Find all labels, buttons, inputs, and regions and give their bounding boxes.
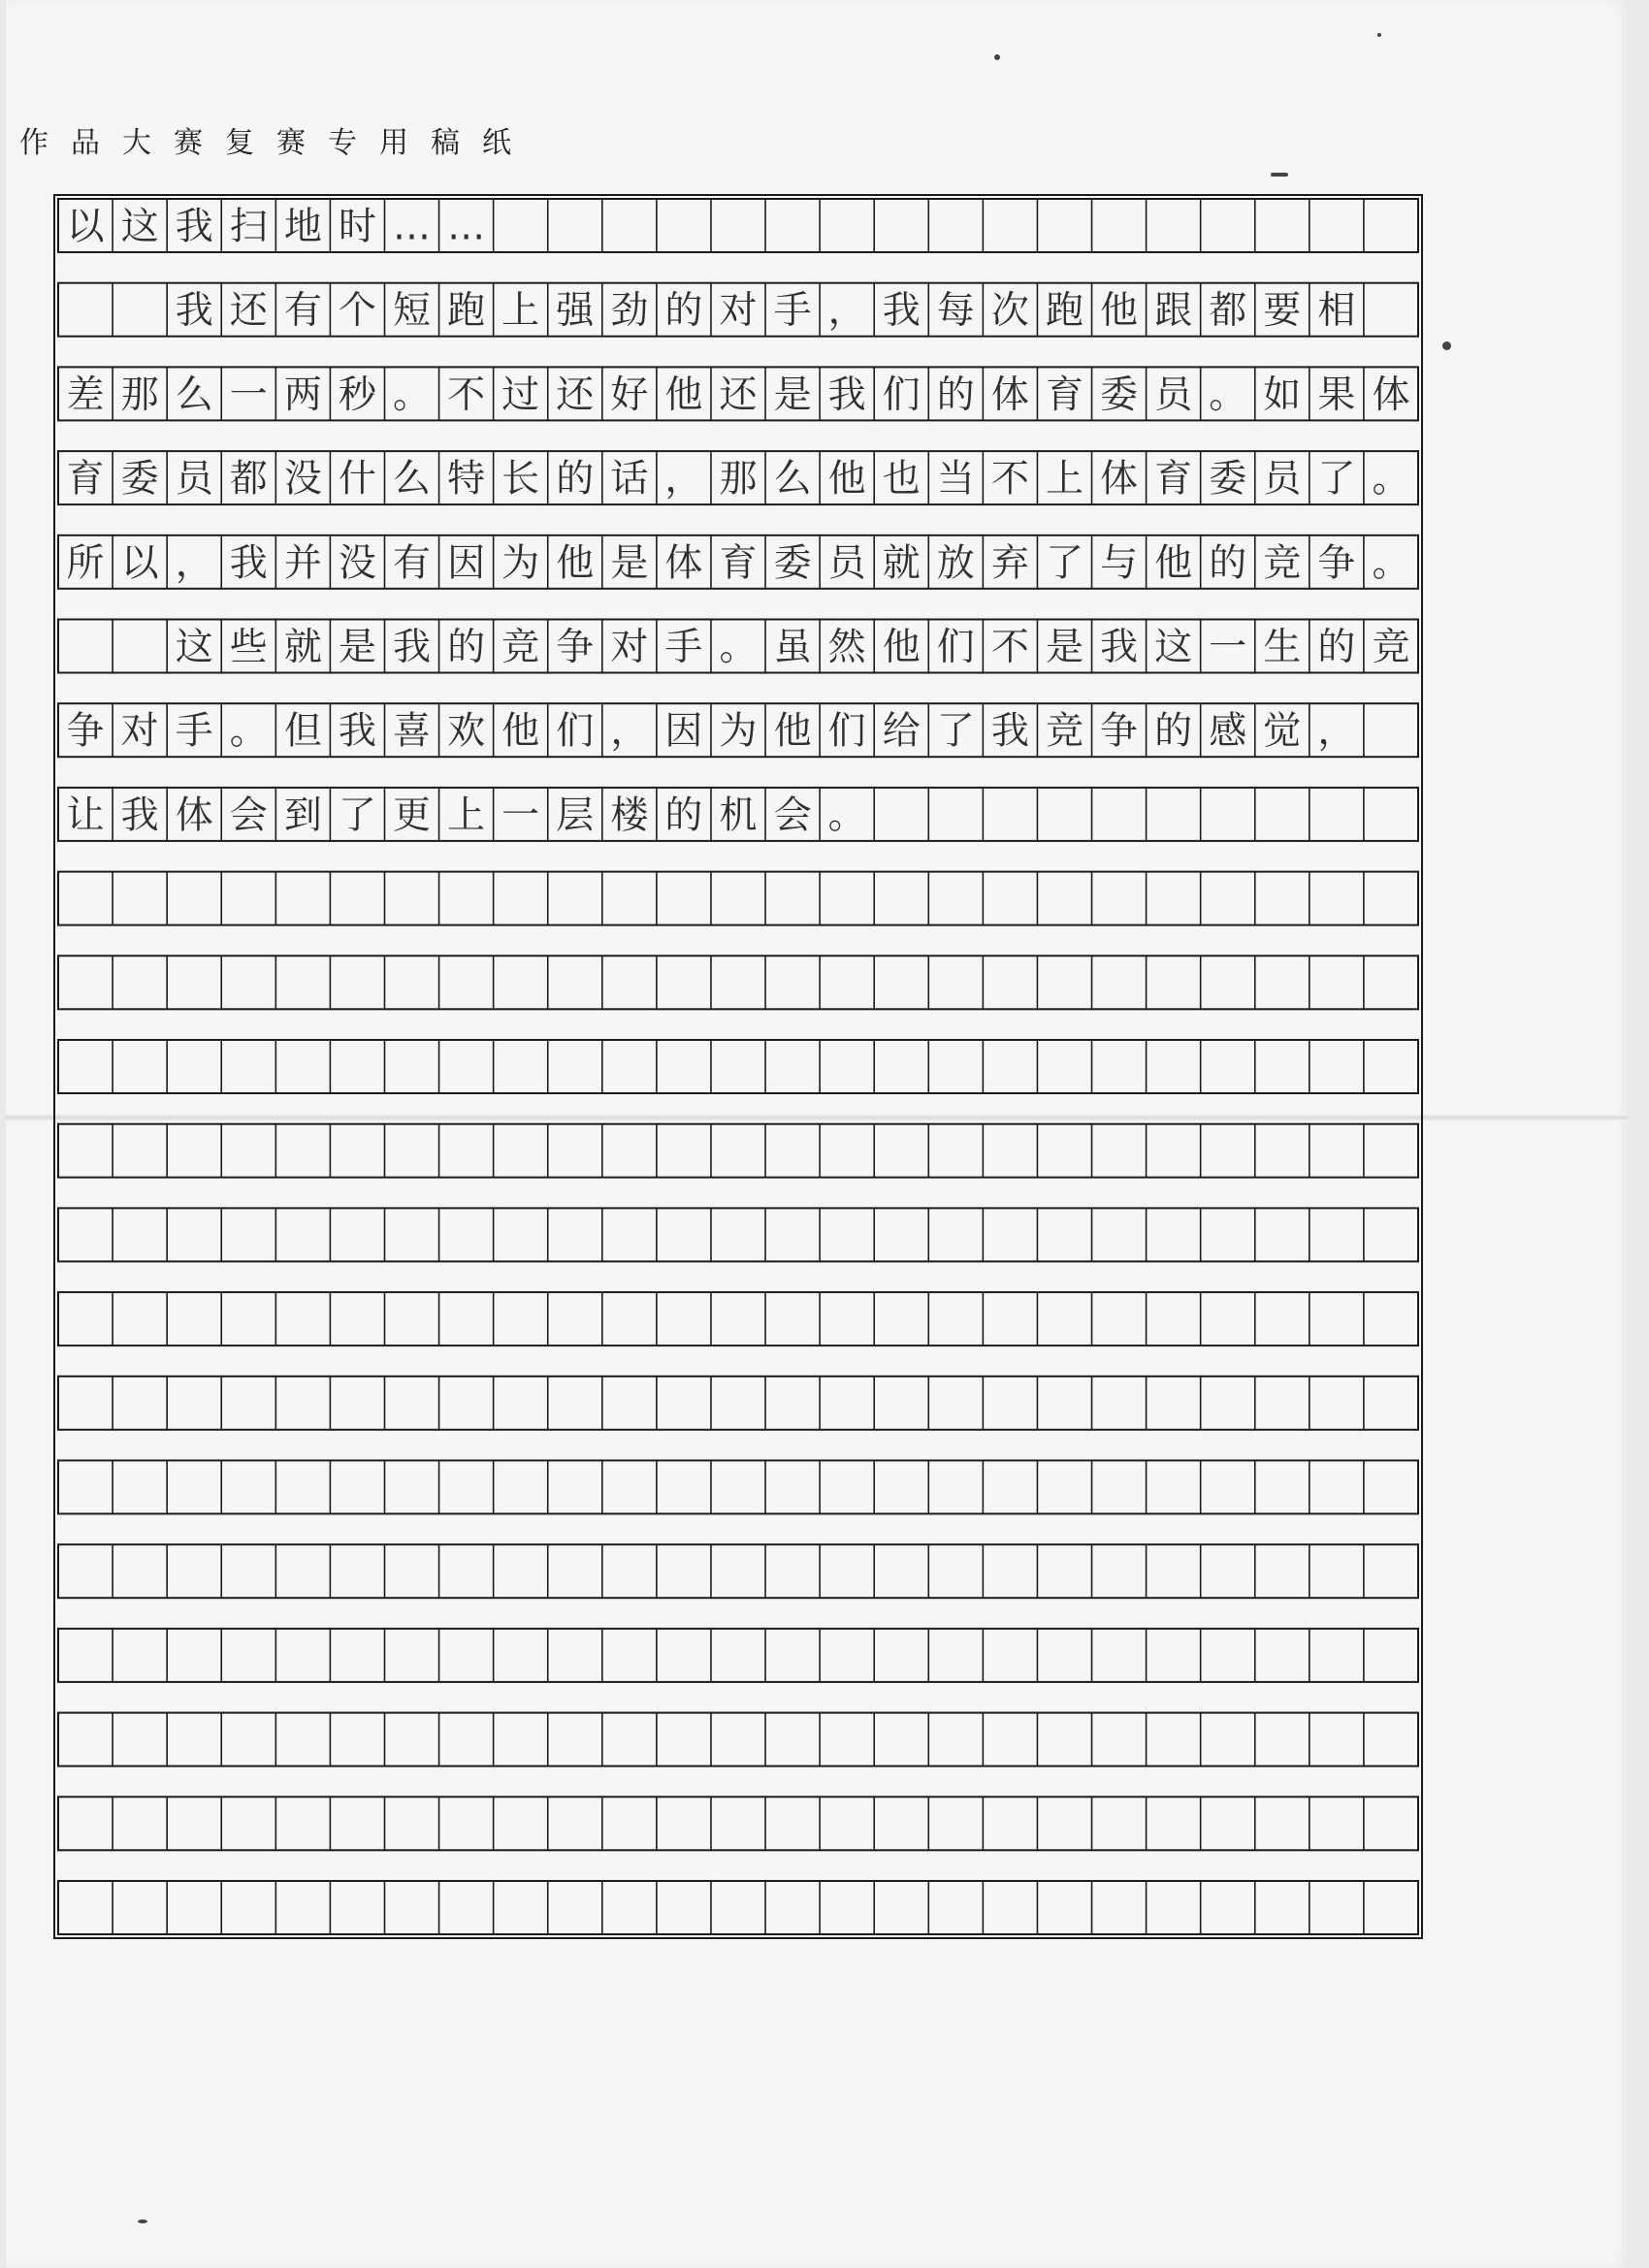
grid-row — [58, 1461, 1418, 1514]
essay-character: 秒 — [338, 373, 376, 417]
essay-character: … — [447, 205, 486, 249]
grid-row — [58, 1797, 1418, 1850]
essay-character: 果 — [1317, 373, 1356, 417]
essay-text — [67, 206, 1410, 838]
essay-character: 时 — [338, 205, 376, 249]
essay-line — [67, 373, 1410, 417]
essay-character: 这 — [175, 626, 213, 669]
essay-character: 体 — [664, 541, 703, 586]
ink-speck — [138, 2219, 147, 2223]
essay-character: 们 — [936, 626, 975, 669]
essay-character: 因 — [664, 709, 703, 754]
essay-character: 我 — [229, 541, 268, 586]
essay-character: 委 — [773, 541, 812, 586]
essay-character: 育 — [66, 457, 105, 502]
essay-character: 是 — [338, 626, 376, 669]
essay-character: 欢 — [447, 709, 486, 754]
essay-character: 不 — [990, 626, 1029, 669]
essay-character: 话 — [610, 457, 649, 502]
essay-character: 劲 — [610, 289, 649, 334]
essay-character: 也 — [882, 457, 921, 502]
essay-character: 手 — [664, 626, 703, 669]
essay-character: 的 — [936, 373, 975, 417]
essay-character: 对 — [120, 709, 159, 754]
essay-character: 上 — [1045, 457, 1083, 502]
essay-character: 员 — [175, 457, 213, 502]
essay-line — [176, 626, 1410, 669]
essay-character: 的 — [1154, 709, 1193, 754]
essay-character: 层 — [556, 794, 595, 838]
essay-character: 不 — [447, 373, 486, 417]
essay-character: 会 — [773, 794, 812, 838]
essay-character: 不 — [990, 457, 1029, 502]
essay-character: 当 — [936, 457, 975, 502]
essay-character: 要 — [1263, 289, 1302, 334]
essay-line — [67, 794, 866, 837]
essay-character: 的 — [1209, 541, 1247, 586]
essay-character: 他 — [664, 373, 703, 417]
essay-character: 还 — [719, 373, 758, 417]
essay-character: 委 — [1100, 373, 1139, 417]
essay-character: 那 — [719, 457, 758, 502]
essay-character: 竞 — [1372, 626, 1410, 669]
ink-speck — [994, 54, 1000, 60]
essay-character: 的 — [447, 626, 486, 669]
essay-character: 有 — [393, 541, 432, 586]
essay-character: 上 — [501, 289, 540, 334]
essay-character: ， — [175, 541, 213, 586]
essay-character: 他 — [882, 626, 921, 669]
grid-row — [58, 1208, 1418, 1261]
essay-character: 感 — [1209, 709, 1247, 754]
essay-character: 我 — [175, 289, 213, 334]
essay-character: 什 — [338, 457, 376, 502]
essay-character: 他 — [827, 457, 866, 502]
essay-character: 特 — [447, 457, 486, 502]
essay-character: 这 — [1154, 626, 1193, 669]
essay-character: 弃 — [990, 541, 1029, 586]
essay-character: 争 — [66, 709, 105, 754]
essay-character: 他 — [1100, 289, 1139, 334]
essay-character: 我 — [882, 289, 921, 334]
essay-character: 他 — [773, 709, 812, 754]
essay-character: 以 — [120, 541, 159, 586]
essay-character: 我 — [120, 794, 159, 838]
essay-character: 地 — [283, 205, 322, 249]
essay-character: 长 — [501, 457, 540, 502]
essay-character: 们 — [827, 709, 866, 754]
essay-character: 。 — [393, 373, 432, 417]
essay-character: 觉 — [1263, 709, 1302, 754]
essay-character: 们 — [556, 709, 595, 754]
essay-character: 喜 — [393, 709, 432, 754]
grid-boxes — [54, 195, 1422, 1938]
essay-character: 他 — [556, 541, 595, 586]
essay-character: 育 — [1045, 373, 1083, 417]
grid-row — [58, 1124, 1418, 1178]
essay-character: 我 — [1100, 626, 1139, 669]
essay-character: 如 — [1263, 373, 1302, 417]
essay-character: 他 — [501, 709, 540, 754]
essay-character: 手 — [773, 289, 812, 334]
essay-character: 竞 — [1263, 541, 1302, 586]
essay-character: 了 — [936, 709, 975, 754]
ink-speck — [1442, 341, 1451, 350]
grid-row — [58, 1377, 1418, 1430]
essay-character: 为 — [719, 709, 758, 754]
essay-character: 我 — [338, 709, 376, 754]
essay-character: 么 — [393, 457, 432, 502]
ink-speck — [1377, 33, 1381, 37]
essay-character: 。 — [1372, 541, 1410, 586]
essay-character: 每 — [936, 289, 975, 334]
grid-row — [58, 1629, 1418, 1682]
essay-character: 让 — [66, 794, 105, 838]
essay-character: 争 — [556, 626, 595, 669]
essay-character: 些 — [229, 626, 268, 669]
essay-character: 我 — [393, 626, 432, 669]
essay-character: 次 — [990, 289, 1029, 334]
grid-border — [54, 195, 1422, 1938]
paper-header-title: 作品大赛复赛专用稿纸 — [19, 126, 534, 160]
essay-character: ， — [610, 709, 649, 754]
essay-character: 员 — [1263, 457, 1302, 502]
essay-character: 对 — [719, 289, 758, 334]
essay-character: ， — [664, 457, 703, 502]
grid-row — [58, 1713, 1418, 1766]
essay-character: 并 — [283, 541, 322, 586]
essay-character: 给 — [882, 709, 921, 754]
essay-character: ， — [827, 289, 866, 334]
essay-character: 个 — [338, 289, 376, 334]
essay-character: 。 — [719, 626, 758, 669]
grid-row — [58, 1292, 1418, 1345]
essay-character: 了 — [338, 794, 376, 838]
grid-row — [58, 1881, 1418, 1934]
essay-character: 扫 — [229, 205, 268, 249]
essay-character: 的 — [664, 794, 703, 838]
essay-character: 争 — [1317, 541, 1356, 586]
essay-character: 一 — [501, 794, 540, 838]
essay-character: 就 — [283, 626, 322, 669]
essay-character: 我 — [175, 205, 213, 249]
grid-row — [58, 1040, 1418, 1093]
essay-character: 更 — [393, 794, 432, 838]
essay-character: 委 — [120, 457, 159, 502]
essay-character: 。 — [229, 709, 268, 754]
essay-character: 一 — [1209, 626, 1247, 669]
essay-character: 竞 — [1045, 709, 1083, 754]
essay-character: 强 — [556, 289, 595, 334]
essay-character: 体 — [990, 373, 1029, 417]
essay-character: 的 — [664, 289, 703, 334]
essay-character: 跟 — [1154, 289, 1193, 334]
essay-character: 员 — [827, 541, 866, 586]
essay-character: 是 — [610, 541, 649, 586]
essay-character: 差 — [66, 373, 105, 417]
essay-character: 委 — [1209, 457, 1247, 502]
essay-character: 上 — [447, 794, 486, 838]
essay-character: 么 — [773, 457, 812, 502]
essay-character: 虽 — [773, 626, 812, 669]
essay-character: 有 — [283, 289, 322, 334]
essay-character: 都 — [229, 457, 268, 502]
essay-character: 的 — [1317, 626, 1356, 669]
essay-character: 跑 — [1045, 289, 1083, 334]
essay-character: 没 — [338, 541, 376, 586]
essay-character: 们 — [882, 373, 921, 417]
essay-character: 他 — [1154, 541, 1193, 586]
essay-character: 体 — [1100, 457, 1139, 502]
essay-character: 但 — [283, 709, 322, 754]
essay-character: 楼 — [610, 794, 649, 838]
essay-character: 还 — [556, 373, 595, 417]
grid-row — [58, 872, 1418, 925]
essay-character: ， — [1317, 709, 1356, 754]
essay-character: 与 — [1100, 541, 1139, 586]
essay-character: 是 — [1045, 626, 1083, 669]
essay-character: 以 — [66, 205, 105, 249]
ink-speck — [1271, 173, 1288, 177]
essay-character: 这 — [120, 205, 159, 249]
essay-line — [67, 458, 1410, 502]
essay-character: 育 — [1154, 457, 1193, 502]
essay-character: 跑 — [447, 289, 486, 334]
essay-character: 。 — [1209, 373, 1247, 417]
essay-character: 没 — [283, 457, 322, 502]
essay-character: 。 — [1372, 457, 1410, 502]
essay-character: 竞 — [501, 626, 540, 669]
essay-character: 体 — [175, 794, 213, 838]
essay-character: 放 — [936, 541, 975, 586]
essay-character: 就 — [882, 541, 921, 586]
essay-character: 然 — [827, 626, 866, 669]
essay-character: 我 — [827, 373, 866, 417]
essay-character: 我 — [990, 709, 1029, 754]
essay-character: 的 — [556, 457, 595, 502]
essay-character: 员 — [1154, 373, 1193, 417]
essay-character: 了 — [1045, 541, 1083, 586]
essay-character: 因 — [447, 541, 486, 586]
grid-row — [58, 956, 1418, 1009]
essay-character: 体 — [1372, 373, 1410, 417]
essay-character: 还 — [229, 289, 268, 334]
essay-character: 为 — [501, 541, 540, 586]
essay-character: 了 — [1317, 457, 1356, 502]
essay-character: 争 — [1100, 709, 1139, 754]
essay-character: 么 — [175, 373, 213, 417]
essay-character: 那 — [120, 373, 159, 417]
essay-character: 。 — [827, 794, 866, 838]
essay-character: … — [393, 205, 432, 249]
essay-character: 都 — [1209, 289, 1247, 334]
essay-character: 会 — [229, 794, 268, 838]
essay-character: 过 — [501, 373, 540, 417]
essay-character: 相 — [1317, 289, 1356, 334]
essay-character: 育 — [719, 541, 758, 586]
essay-character: 到 — [283, 794, 322, 838]
essay-character: 机 — [719, 794, 758, 838]
essay-character: 对 — [610, 626, 649, 669]
essay-character: 手 — [175, 709, 213, 754]
grid-row — [58, 1544, 1418, 1598]
essay-line — [67, 541, 1410, 585]
essay-character: 两 — [283, 373, 322, 417]
essay-character: 是 — [773, 373, 812, 417]
essay-character: 所 — [66, 541, 105, 586]
essay-character: 短 — [393, 289, 432, 334]
essay-character: 好 — [610, 373, 649, 417]
essay-character: 生 — [1263, 626, 1302, 669]
essay-character: 一 — [229, 373, 268, 417]
